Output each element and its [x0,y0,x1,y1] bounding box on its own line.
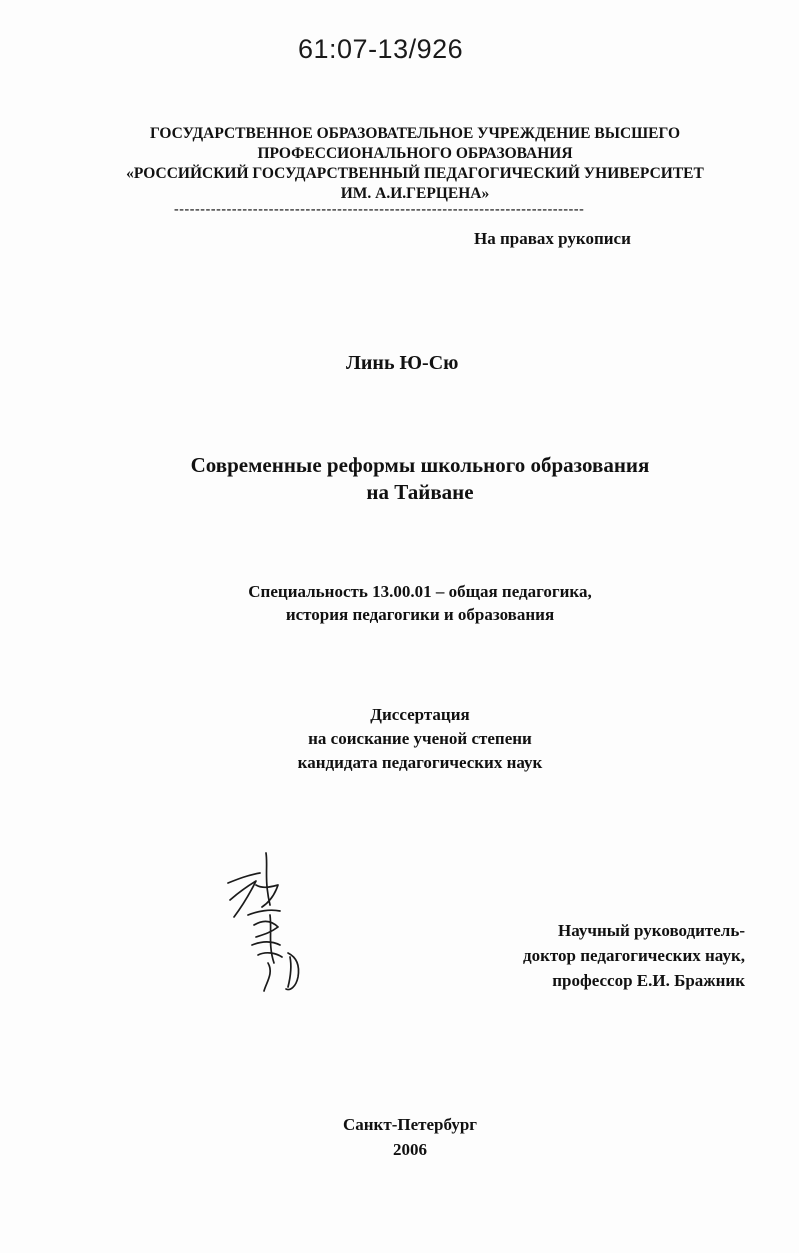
supervisor-line: доктор педагогических наук, [523,946,745,965]
city: Санкт-Петербург [342,1115,478,1134]
degree-line: кандидата педагогических наук [297,753,543,772]
institution-header [60,124,770,204]
institution-line: ПРОФЕССИОНАЛЬНОГО ОБРАЗОВАНИЯ [257,145,573,162]
degree-block [160,703,680,775]
title-line: Современные реформы школьного образования [190,453,650,477]
place-and-year [260,1112,560,1162]
supervisor-block [523,918,745,993]
specialty-line: Специальность 13.00.01 – общая педагогика, [248,582,592,601]
dashed-separator: ------------------------------------------------------------------------------ [174,204,585,216]
specialty-line: история педагогики и образования [285,605,555,624]
year: 2006 [393,1140,427,1159]
author-name: Линь Ю-Сю [346,352,459,374]
rights-note: На правах рукописи [474,229,631,248]
degree-line: Диссертация [370,705,470,724]
handwritten-signature [218,845,318,995]
supervisor-line: Научный руководитель- [558,921,745,940]
dissertation-title [160,452,680,506]
catalog-number: 61:07-13/926 [298,34,464,64]
specialty-block [160,580,680,626]
institution-line: ГОСУДАРСТВЕННОЕ ОБРАЗОВАТЕЛЬНОЕ УЧРЕЖДЕНИЕ ВЫСШЕГО [149,125,681,142]
degree-line: на соискание ученой степени [308,729,532,748]
institution-line: ИМ. А.И.ГЕРЦЕНА» [340,185,490,202]
supervisor-line: профессор Е.И. Бражник [552,971,745,990]
title-line: на Тайване [366,480,474,504]
institution-line: «РОССИЙСКИЙ ГОСУДАРСТВЕННЫЙ ПЕДАГОГИЧЕСКИЙ УНИВЕРСИТЕТ [126,165,704,182]
